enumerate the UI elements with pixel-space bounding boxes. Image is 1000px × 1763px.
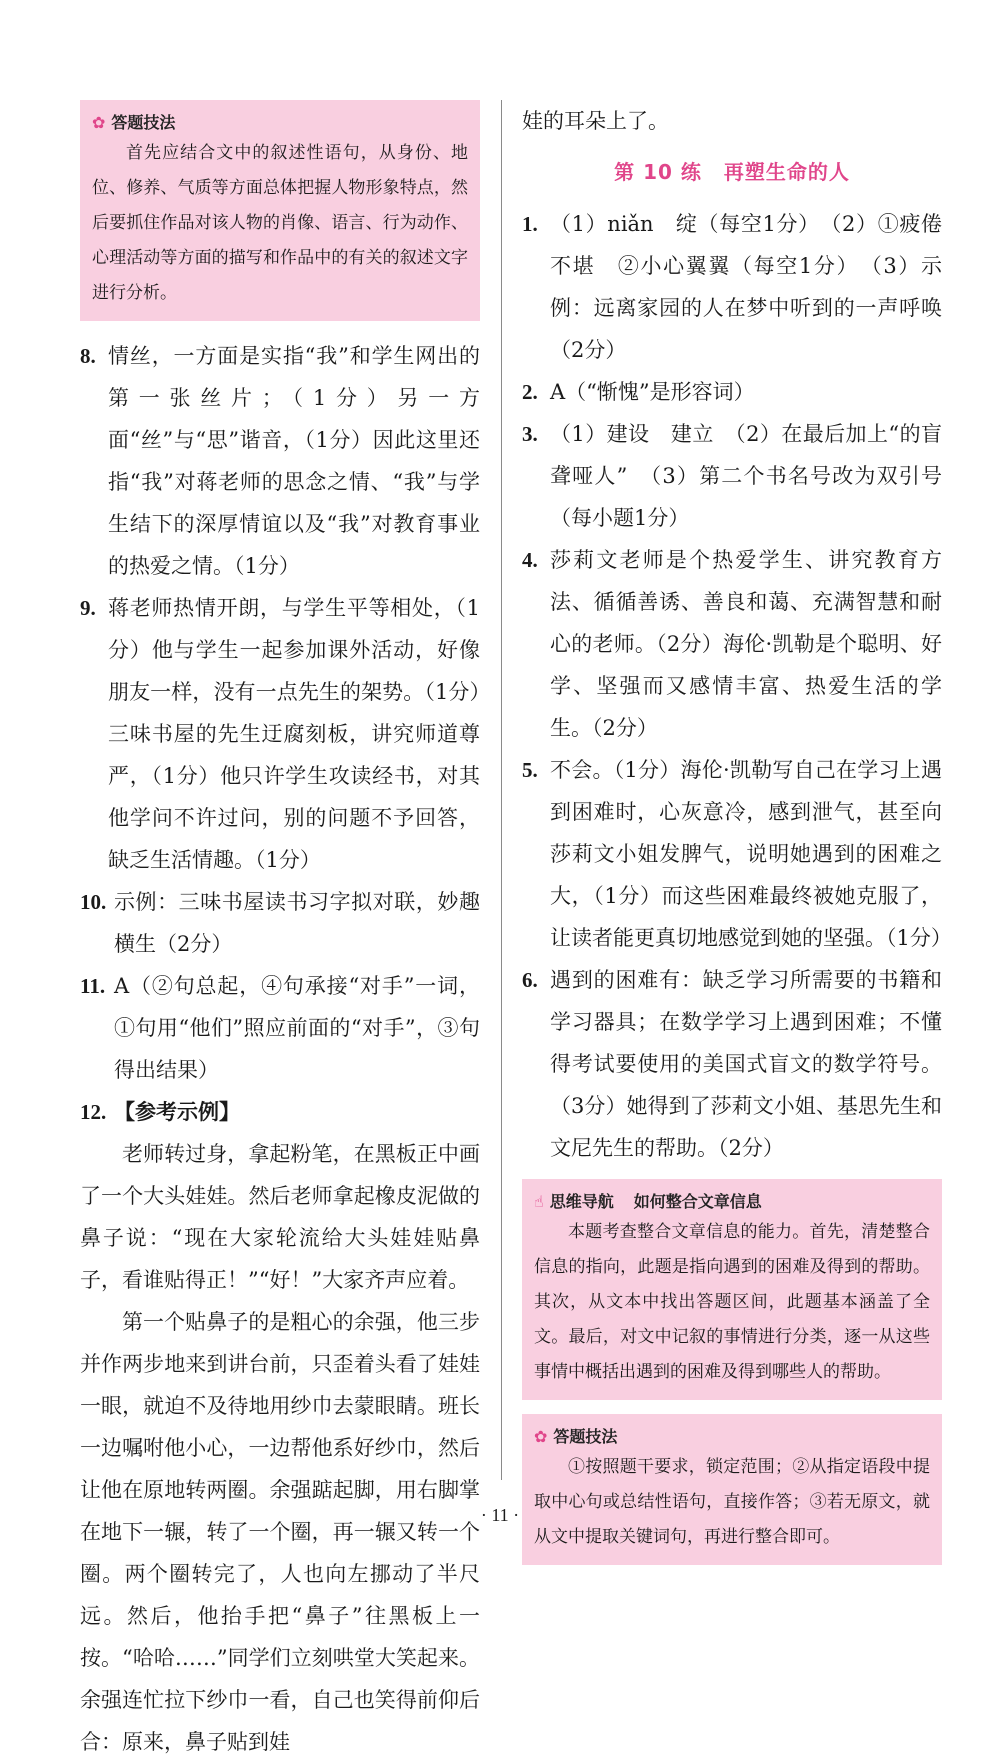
item-text: 不会。（1分）海伦·凯勒写自己在学习上遇到困难时，心灰意冷，感到泄气，甚至向莎莉文小姐发脾气，说明她遇到的困难之大，（1分）而这些困难最终被她克服了，让读者能更真切地感觉到她的坚强。（1分）	[550, 758, 952, 950]
essay-paragraph: 第一个贴鼻子的是粗心的余强，他三步并作两步地来到讲台前，只歪着头看了娃娃一眼，就迫不及待地用纱巾去蒙眼睛。班长一边嘱咐他小心，一边帮他系好纱巾，然后让他在原地转两圈。余强踮起脚，用右脚掌在地下一辗，转了一个圈，再一辗又转一个圈。两个圈转完了，人也向左挪动了半尺远。然后，他抬手把“鼻子”往黑板上一按。“哈哈……”同学们立刻哄堂大笑起来。余强连忙拉下纱巾一看，自己也笑得前仰后合：原来，鼻子贴到娃	[80, 1310, 480, 1754]
section-title	[522, 156, 942, 185]
thumb-icon: ☝	[534, 1192, 544, 1211]
answer-item	[80, 965, 480, 1091]
item-text: 蒋老师热情开朗，与学生平等相处，（1分）他与学生一起参加课外活动，好像朋友一样，没有一点先生的架势。（1分）三味书屋的先生迂腐刻板，讲究师道尊严，（1分）他只许学生攻读经书，对其他学问不许过问，别的问题不予回答，缺乏生活情趣。（1分）	[108, 596, 480, 872]
tip-box-text: ①按照题干要求，锁定范围；②从指定语段中提取中心句或总结性语句，直接作答；③若无原文，就从文中提取关键词句，再进行整合即可。	[534, 1457, 930, 1547]
flower-icon: ✿	[92, 113, 106, 132]
item-text: A（②句总起，④句承接“对手”一词，①句用“他们”照应前面的“对手”，③句得出结果）	[114, 974, 480, 1082]
page-number: · 11 ·	[480, 1505, 520, 1525]
item-text: 【参考示例】	[114, 1099, 240, 1124]
answer-item	[80, 881, 480, 965]
answer-item	[80, 335, 480, 587]
flower-icon: ✿	[534, 1427, 548, 1446]
item-text: （1）niǎn 绽（每空1分） （2）①疲倦不堪 ②小心翼翼（每空1分） （3）示例：远离家园的人在梦中听到的一声呼唤（2分）	[550, 212, 942, 362]
answer-item	[522, 749, 952, 959]
item-text: （1）建设 建立 （2）在最后加上“的盲聋哑人” （3）第二个书名号改为双引号（每小题1分）	[550, 422, 942, 530]
answer-item	[80, 1091, 480, 1133]
item-number: 1.	[522, 212, 538, 236]
item-number: 11.	[80, 974, 106, 998]
nav-box-title: 思维导航	[549, 1192, 614, 1211]
column-divider	[501, 100, 502, 1480]
answer-item	[522, 371, 942, 413]
answer-item	[522, 539, 942, 749]
tip-box-right	[522, 1414, 942, 1565]
essay-continuation: 娃的耳朵上了。	[522, 109, 669, 133]
nav-box-text: 本题考查整合文章信息的能力。首先，清楚整合信息的指向，此题是指向遇到的困难及得到的帮助。其次，从文本中找出答题区间，此题基本涵盖了全文。最后，对文中记叙的事情进行分类，逐一从这些事情中概括出遇到的困难及得到哪些人的帮助。	[534, 1222, 930, 1382]
item-text: 示例：三味书屋读书习字拟对联，妙趣横生（2分）	[114, 890, 480, 956]
item-number: 10.	[80, 890, 107, 914]
item-text: 遇到的困难有：缺乏学习所需要的书籍和学习器具；在数学学习上遇到困难；不懂得考试要使用的美国式盲文的数学符号。（3分）她得到了莎莉文小姐、基思先生和文尼先生的帮助。（2分）	[550, 968, 942, 1160]
tip-box-title: 答题技法	[553, 1427, 618, 1446]
item-text: 莎莉文老师是个热爱学生、讲究教育方法、循循善诱、善良和蔼、充满智慧和耐心的老师。（2分）海伦·凯勒是个聪明、好学、坚强而又感情丰富、热爱生活的学生。（2分）	[550, 548, 942, 740]
item-number: 5.	[522, 758, 538, 782]
answer-item	[522, 413, 942, 539]
tip-box-title: 答题技法	[111, 113, 176, 132]
right-column	[522, 100, 952, 1579]
item-number: 2.	[522, 380, 538, 404]
nav-box	[522, 1179, 942, 1400]
tip-box-left	[80, 100, 480, 321]
item-number: 3.	[522, 422, 538, 446]
item-number: 4.	[522, 548, 538, 572]
answer-item	[80, 587, 480, 881]
essay-paragraph: 老师转过身，拿起粉笔，在黑板正中画了一个大头娃娃。然后老师拿起橡皮泥做的鼻子说：“现在大家轮流给大头娃娃贴鼻子，看谁贴得正！”“好！”大家齐声应着。	[80, 1142, 480, 1292]
item-number: 9.	[80, 596, 96, 620]
answer-item	[522, 203, 942, 371]
section-name: 再塑生命的人	[723, 160, 850, 184]
item-text: A（“惭愧”是形容词）	[550, 380, 755, 404]
section-number: 第 10 练	[614, 160, 702, 184]
nav-box-subtitle: 如何整合文章信息	[633, 1192, 762, 1211]
answer-item	[522, 959, 942, 1169]
item-number: 6.	[522, 968, 538, 992]
item-text: 情丝，一方面是实指“我”和学生网出的第一张丝片；（1分）另一方面“丝”与“思”谐音，（1分）因此这里还指“我”对蒋老师的思念之情、“我”与学生结下的深厚情谊以及“我”对教育事业的热爱之情。（1分）	[108, 344, 480, 578]
item-number: 8.	[80, 344, 96, 368]
tip-box-text: 首先应结合文中的叙述性语句，从身份、地位、修养、气质等方面总体把握人物形象特点，然后要抓住作品对该人物的肖像、语言、行为动作、心理活动等方面的描写和作品中的有关的叙述文字进行分析。	[92, 143, 468, 303]
item-number: 12.	[80, 1100, 107, 1124]
